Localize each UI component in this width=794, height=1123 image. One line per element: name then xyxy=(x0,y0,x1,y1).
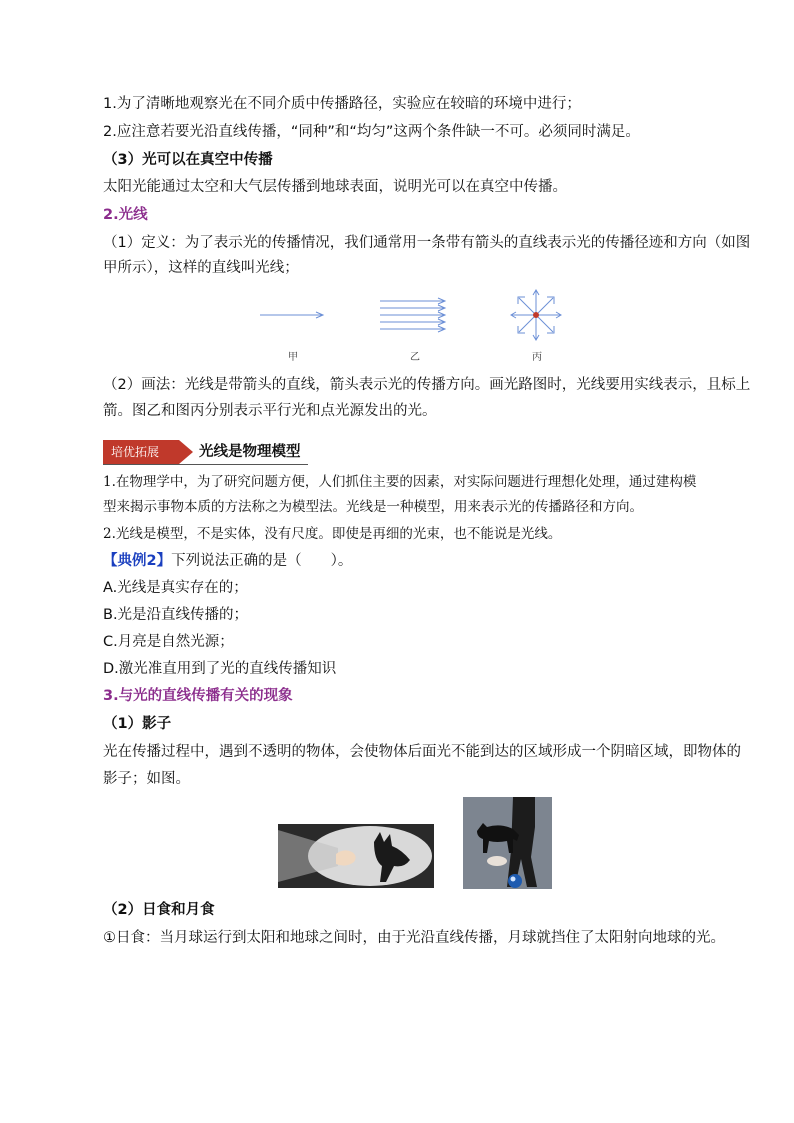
extension-paragraph-1-line-2: 型来揭示事物本质的方法称之为模型法。光线是一种模型，用来表示光的传播路径和方向。 xyxy=(103,499,643,515)
light-ray-figure xyxy=(250,285,570,345)
banner-arrow-shape xyxy=(179,440,193,464)
extension-title: 光线是物理模型 xyxy=(199,444,301,460)
ray-drawing-line-1: （2）画法：光线是带箭头的直线，箭头表示光的传播方向。画光路图时，光线要用实线表示，且标上 xyxy=(103,377,751,393)
hand-shadow-image xyxy=(278,824,434,888)
section-ray-heading: 2.光线 xyxy=(103,207,148,223)
example-question-text: 下列说法正确的是（ ）。 xyxy=(171,553,353,569)
note-line-1: 1.为了清晰地观察光在不同介质中传播路径，实验应在较暗的环境中进行； xyxy=(103,96,581,112)
shadow-line-1: 光在传播过程中，遇到不透明的物体，会使物体后面光不能到达的区域形成一个阴暗区域，即物体的 xyxy=(103,744,741,760)
vacuum-text: 太阳光能通过太空和大气层传播到地球表面，说明光可以在真空中传播。 xyxy=(103,179,567,195)
figure-label-jia: 甲 xyxy=(288,352,298,363)
extension-paragraph-1-line-1: 1.在物理学中，为了研究问题方便，人们抓住主要的因素，对实际问题进行理想化处理，通过建构模 xyxy=(103,474,697,490)
ray-definition-line-1: （1）定义：为了表示光的传播情况，我们通常用一条带有箭头的直线表示光的传播径迹和方向（如图 xyxy=(103,235,751,251)
point-light-source xyxy=(533,312,539,318)
phenomena-heading: 3.与光的直线传播有关的现象 xyxy=(103,688,293,704)
figure-label-yi: 乙 xyxy=(410,352,420,363)
ray-drawing-line-2: 箭。图乙和图丙分别表示平行光和点光源发出的光。 xyxy=(103,403,437,419)
extension-paragraph-2: 2.光线是模型，不是实体，没有尺度。即使是再细的光束，也不能说是光线。 xyxy=(103,526,562,542)
ray-definition-line-2: 甲所示），这样的直线叫光线； xyxy=(103,260,299,276)
option-c: C.月亮是自然光源； xyxy=(103,634,234,650)
figure-label-bing: 丙 xyxy=(532,352,542,363)
shadow-line-2: 影子；如图。 xyxy=(103,771,190,787)
parallel-rays-diagram xyxy=(380,298,445,332)
eclipse-heading: （2）日食和月食 xyxy=(103,902,215,918)
option-d: D.激光准直用到了光的直线传播知识 xyxy=(103,661,337,677)
dog-shadow-image xyxy=(463,797,552,889)
example-tag: 【典例2】 xyxy=(103,553,172,569)
option-b: B.光是沿直线传播的； xyxy=(103,607,249,623)
shadow-heading: （1）影子 xyxy=(103,716,172,732)
extension-tag: 培优拓展 xyxy=(103,440,179,464)
banner-underline xyxy=(103,464,308,465)
option-a: A.光线是真实存在的； xyxy=(103,580,248,596)
vacuum-heading: （3）光可以在真空中传播 xyxy=(103,152,273,168)
example-question xyxy=(103,551,352,571)
solar-eclipse-text: ①日食：当月球运行到太阳和地球之间时，由于光沿直线传播，月球就挡住了太阳射向地球的光。 xyxy=(103,930,725,946)
single-ray-diagram xyxy=(260,312,323,318)
note-line-2: 2.应注意若要光沿直线传播，“同种”和“均匀”这两个条件缺一不可。必须同时满足。 xyxy=(103,124,640,140)
